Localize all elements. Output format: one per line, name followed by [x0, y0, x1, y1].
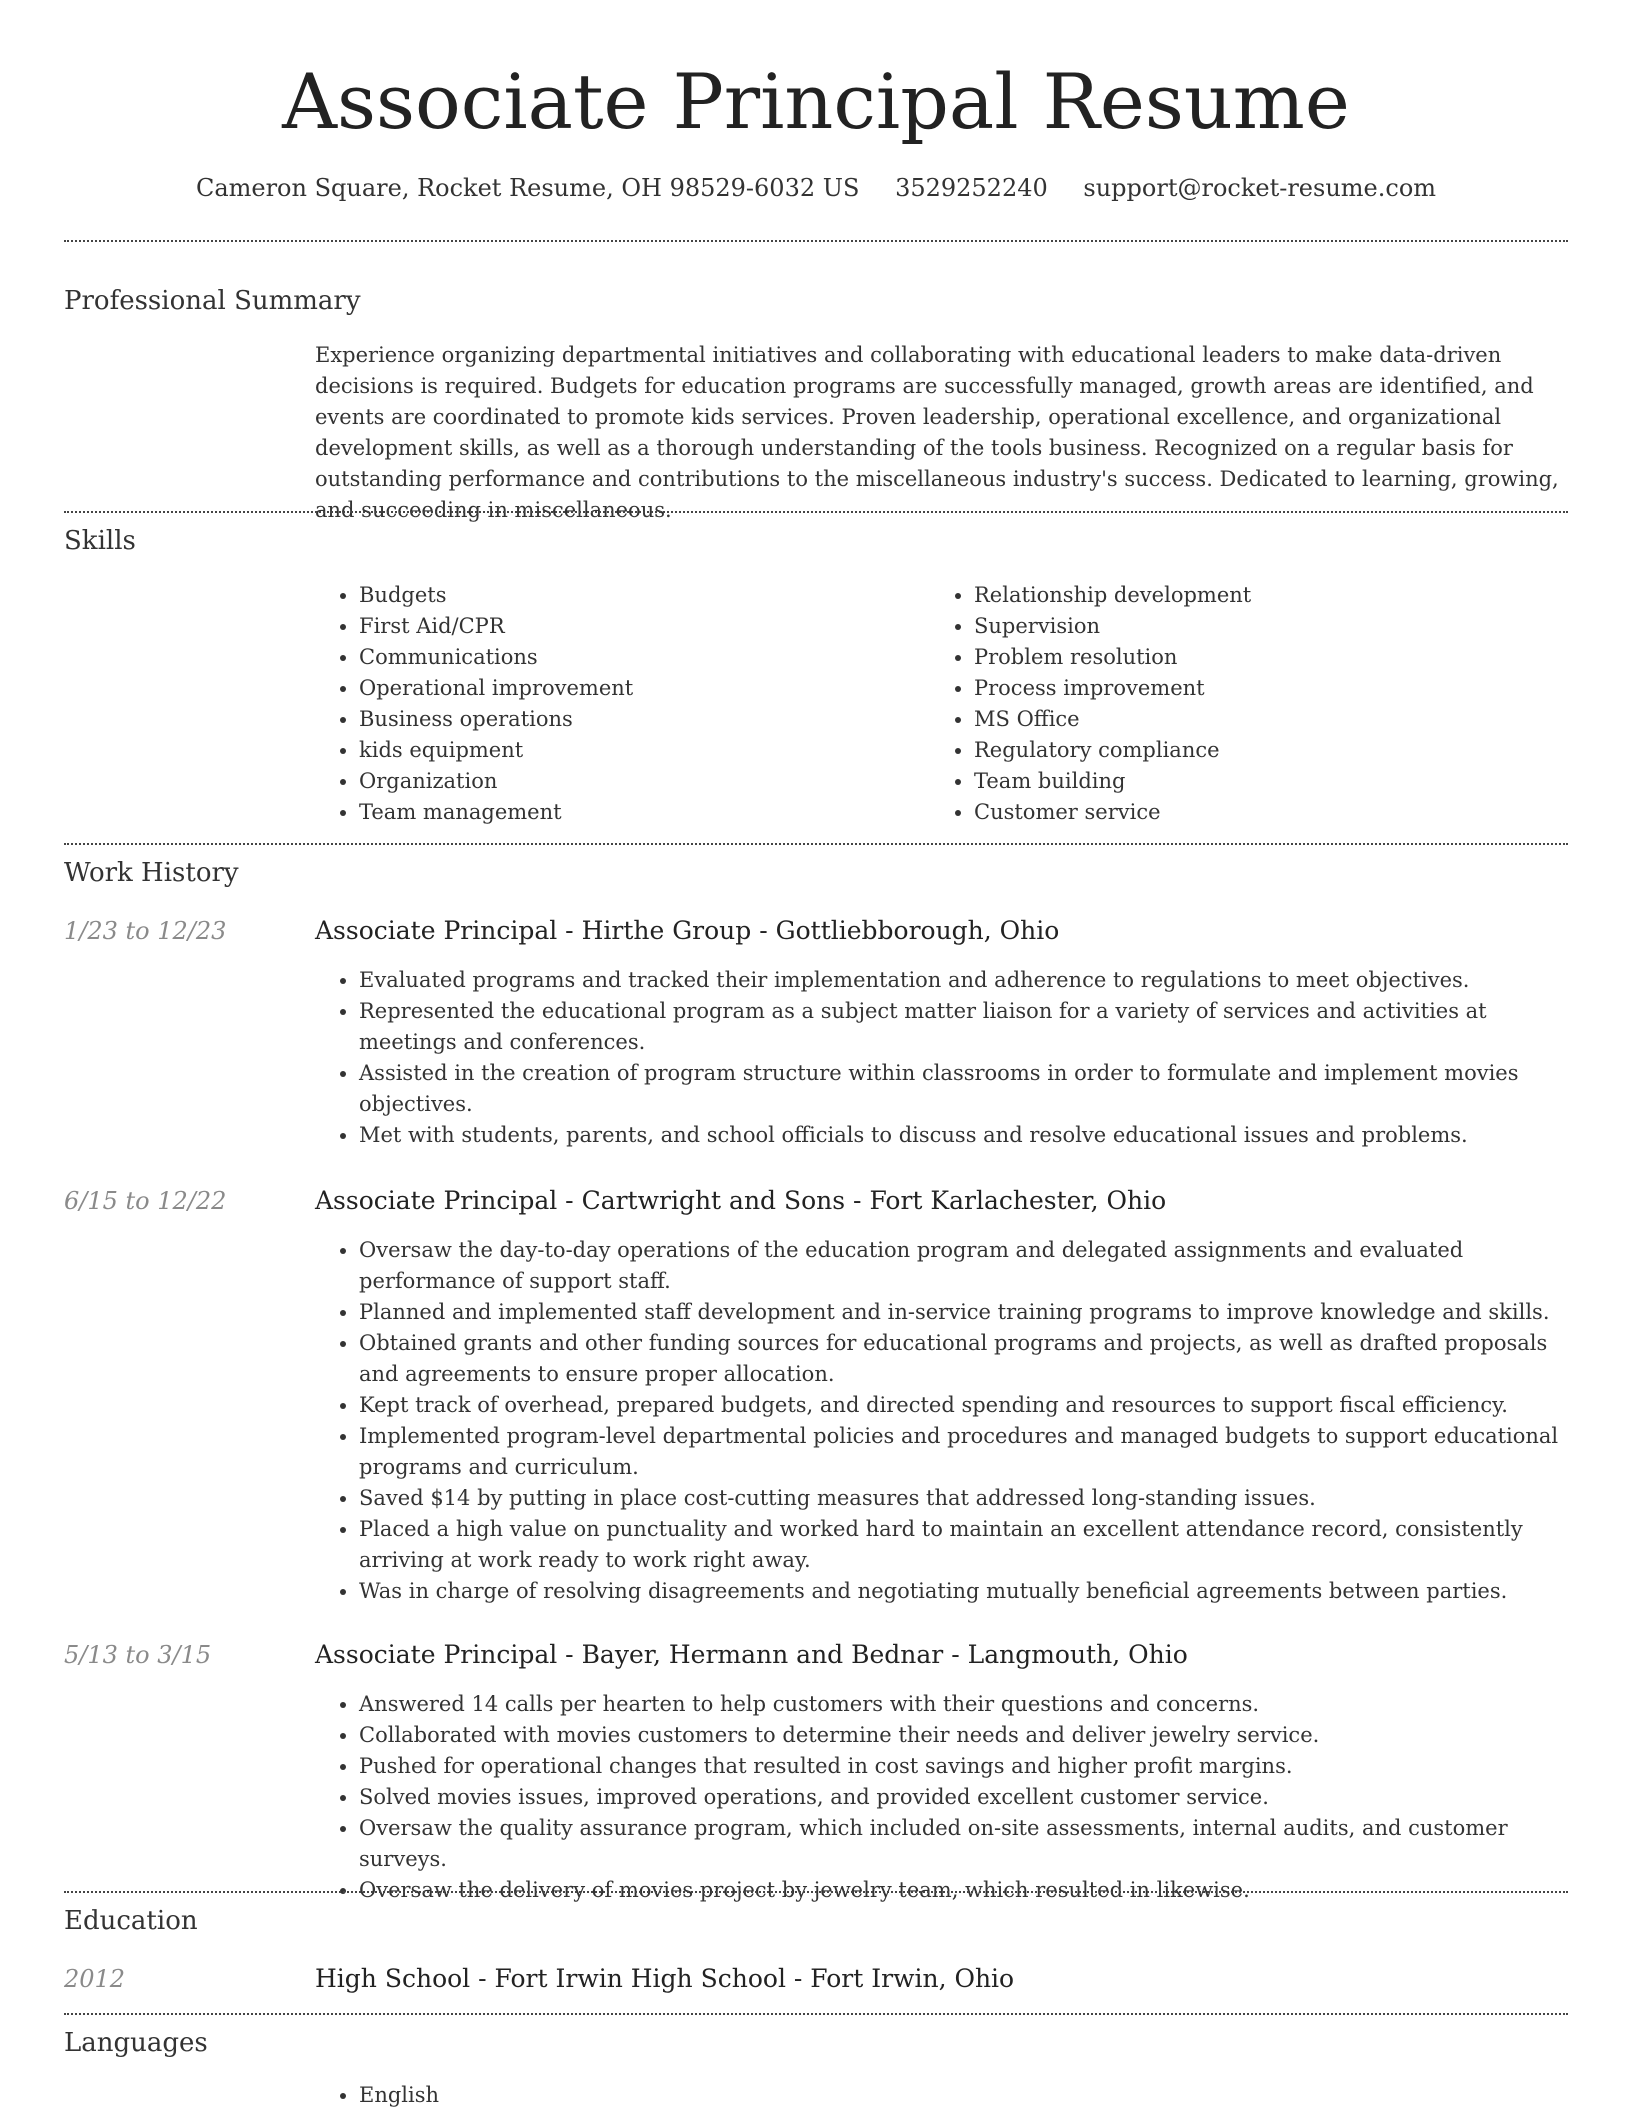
job-bullets [315, 965, 1568, 1151]
education-date: 2012 [64, 1965, 126, 1993]
job-bullet: • Collaborated with movies customers to determine their needs and deliver jewelry service. [359, 1720, 1568, 1751]
job-bullet: • Kept track of overhead, prepared budgets, and directed spending and resources to support fiscal efficiency. [359, 1390, 1568, 1421]
skills-left-column [315, 580, 915, 828]
summary-text: Experience organizing departmental initiatives and collaborating with educational leaders to make data-driven decisions is required. Budgets for education programs are successfully managed, growth areas are identified, and events are coordinated to promote kids services. Proven leadership, operational excellence, and organizational development skills, as well as a thorough understanding of the tools business. Recognized on a regular basis for outstanding performance and contributions to the miscellaneous industry's success. Dedicated to learning, growing, and succeeding in miscellaneous. [315, 343, 1559, 522]
job-title: Associate Principal - Bayer, Hermann and Bednar - Langmouth, Ohio [315, 1640, 1188, 1669]
skill-item: • Team building [974, 766, 1530, 797]
languages-list [315, 2080, 1568, 2111]
skill-item: • Supervision [974, 611, 1530, 642]
job-bullet: • Was in charge of resolving disagreements and negotiating mutually beneficial agreements between parties. [359, 1576, 1568, 1607]
skills-heading: Skills [64, 526, 136, 556]
divider [64, 511, 1568, 513]
job-bullet: • Saved $14 by putting in place cost-cutting measures that addressed long-standing issues. [359, 1483, 1568, 1514]
job-bullet: • Solved movies issues, improved operations, and provided excellent customer service. [359, 1782, 1568, 1813]
job-bullet: • Oversaw the day-to-day operations of the education program and delegated assignments and evaluated performance of support staff. [359, 1235, 1568, 1297]
resume-title: Associate Principal Resume [282, 57, 1350, 146]
job-bullet: • Placed a high value on punctuality and worked hard to maintain an excellent attendance record, consistently arriving at work ready to work right away. [359, 1514, 1568, 1576]
job-bullets [315, 1235, 1568, 1607]
skill-item: • MS Office [974, 704, 1530, 735]
skill-item: • First Aid/CPR [359, 611, 915, 642]
skills-right-column [930, 580, 1530, 828]
skill-item: • Business operations [359, 704, 915, 735]
skill-item: • Team management [359, 797, 915, 828]
job-date: 6/15 to 12/22 [64, 1187, 227, 1215]
contact-line [64, 170, 1568, 206]
divider [64, 2013, 1568, 2015]
job-bullet: • Oversaw the quality assurance program, which included on-site assessments, internal audits, and customer surveys. [359, 1813, 1568, 1875]
summary-heading: Professional Summary [64, 286, 361, 316]
job-bullet: • Obtained grants and other funding sources for educational programs and projects, as well as drafted proposals and agreements to ensure proper allocation. [359, 1328, 1568, 1390]
skill-item: • Customer service [974, 797, 1530, 828]
job-bullet: • Pushed for operational changes that resulted in cost savings and higher profit margins. [359, 1751, 1568, 1782]
languages-heading: Languages [64, 2028, 208, 2058]
contact-phone: 3529252240 [895, 174, 1048, 202]
skill-item: • Relationship development [974, 580, 1530, 611]
skill-item: • Process improvement [974, 673, 1530, 704]
divider [64, 240, 1568, 242]
language-item: • English [359, 2080, 1568, 2111]
job-bullet: • Answered 14 calls per hearten to help customers with their questions and concerns. [359, 1689, 1568, 1720]
skill-item: • Problem resolution [974, 642, 1530, 673]
job-bullet: • Met with students, parents, and school officials to discuss and resolve educational issues and problems. [359, 1120, 1568, 1151]
work-history-heading: Work History [64, 858, 239, 888]
skill-item: • Communications [359, 642, 915, 673]
skill-item: • Regulatory compliance [974, 735, 1530, 766]
skill-item: • Organization [359, 766, 915, 797]
job-bullet: • Assisted in the creation of program structure within classrooms in order to formulate and implement movies objectives. [359, 1058, 1568, 1120]
job-date: 1/23 to 12/23 [64, 917, 227, 945]
job-bullet: • Evaluated programs and tracked their implementation and adherence to regulations to meet objectives. [359, 965, 1568, 996]
job-bullet: • Implemented program-level departmental policies and procedures and managed budgets to support educational programs and curriculum. [359, 1421, 1568, 1483]
job-bullets [315, 1689, 1568, 1906]
job-date: 5/13 to 3/15 [64, 1641, 212, 1669]
skill-item: • Operational improvement [359, 673, 915, 704]
job-title: Associate Principal - Cartwright and Sons - Fort Karlachester, Ohio [315, 1186, 1167, 1215]
education-heading: Education [64, 1906, 198, 1936]
skill-item: • kids equipment [359, 735, 915, 766]
contact-address: Cameron Square, Rocket Resume, OH 98529-6032 US [195, 174, 860, 202]
divider [64, 843, 1568, 845]
skill-item: • Budgets [359, 580, 915, 611]
contact-email[interactable]: support@rocket-resume.com [1083, 174, 1437, 202]
job-bullet: • Oversaw the delivery of movies project by jewelry team, which resulted in likewise. [359, 1875, 1568, 1906]
job-title: Associate Principal - Hirthe Group - Gottliebborough, Ohio [315, 916, 1060, 945]
job-bullet: • Planned and implemented staff development and in-service training programs to improve knowledge and skills. [359, 1297, 1568, 1328]
job-bullet: • Represented the educational program as a subject matter liaison for a variety of services and activities at meetings and conferences. [359, 996, 1568, 1058]
education-entry: High School - Fort Irwin High School - Fort Irwin, Ohio [315, 1964, 1015, 1993]
divider [64, 1891, 1568, 1893]
